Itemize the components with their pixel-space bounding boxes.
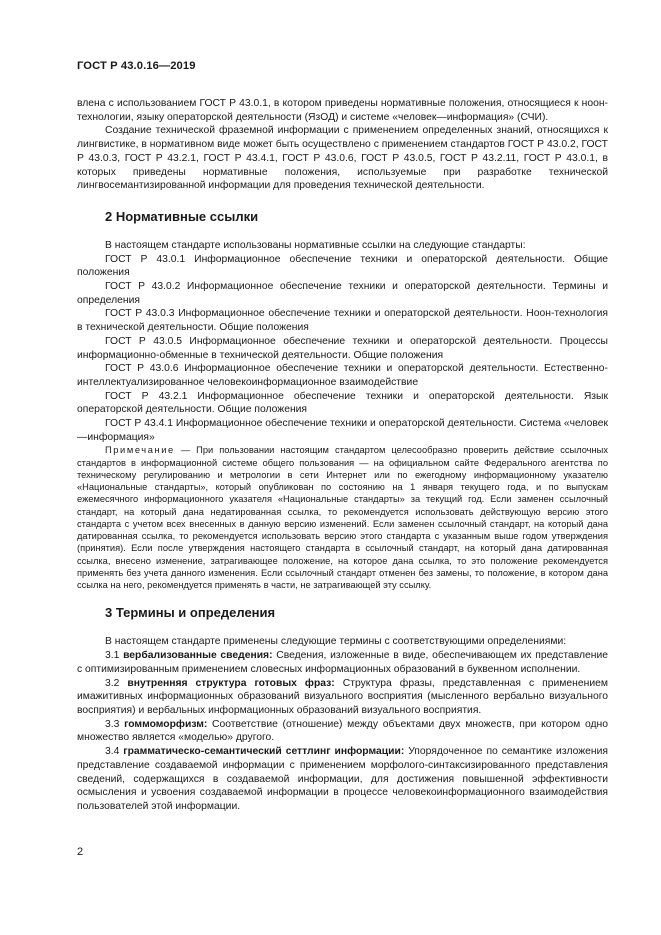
section-2-heading: 2 Нормативные ссылки <box>105 208 259 224</box>
term-text: Структура фразы, представленная с применением имажитивных информационных образований визуального восприятия (мысленного вербально визуального восприятия) и вербальных информационных образований визуального восприятия. <box>77 677 608 716</box>
term-definition <box>77 718 608 745</box>
document-body <box>77 97 608 814</box>
section-2-lead: В настоящем стандарте использованы нормативные ссылки на следующие стандарты: <box>105 239 526 251</box>
page-number: 2 <box>77 846 84 858</box>
normative-reference: ГОСТ Р 43.0.6 Информационное обеспечение техники и операторской деятельности. Естественно-интеллектуализированное человекоинформационное взаимодействие <box>77 363 608 388</box>
section-3-heading: 3 Термины и определения <box>105 605 276 621</box>
normative-reference: ГОСТ Р 43.4.1 Информационное обеспечение техники и операторской деятельности. Система «человек—информация» <box>77 418 608 443</box>
term-number: 3.3 <box>105 718 125 730</box>
note-text: — При пользовании настоящим стандартом целесообразно проверить действие ссылочных стандартов в информационной системе общего пользования — на официальном сайте Федерального агентства по техническому регулированию и метрологии в сети Интернет или по ежегодному информационному указателю «Национальные стандарты», который опубликован по состоянию на 1 января текущего года, и по выпускам ежемесячного информационного указателя «Национальные стандарты» за текущий год. Если заменен ссылочный стандарт, на который дана недатированная ссылка, то рекомендуется использовать действующую версию этого стандарта с учетом всех внесенных в данную версию изменений. Если заменен ссылочный стандарт, на который дана датированная ссылка, то рекомендуется использовать версию этого стандарта с указанным выше годом утверждения (принятия). Если после утверждения настоящего стандарта в ссылочный стандарт, на который дана датированная ссылка, внесено изменение, затрагивающее положение, на которое дана ссылка, то это положение рекомендуется применять без учета данного изменения. Если ссылочный стандарт отменен без замены, то положение, в котором дана ссылка на него, рекомендуется применять в части, не затрагивающей эту ссылку. <box>77 445 608 591</box>
intro-paragraph-2: Создание технической фраземной информации с применением определенных знаний, относящихся к лингвистике, в нормативном виде может быть осуществлено с применением стандартов ГОСТ Р 43.0.2, ГОСТ Р 43.0.3, ГОСТ Р 43.2.1, ГОСТ Р 43.4.1, ГОСТ Р 43.0.6, ГОСТ Р 43.0.5, ГОСТ Р 43.2.11, ГОСТ Р 43.0.1, в которых приведены нормативные положения, используемые при разработке технической лингвосемантизированной информации для проведения технической деятельности. <box>77 125 608 192</box>
normative-reference: ГОСТ Р 43.0.1 Информационное обеспечение техники и операторской деятельности. Общие положения <box>77 253 608 279</box>
document-header: ГОСТ Р 43.0.16—2019 <box>77 60 196 72</box>
term-name: вербализованные сведения: <box>123 650 273 662</box>
term-number: 3.4 <box>105 746 124 758</box>
section-3-lead: В настоящем стандарте применены следующие термины с соответствующими определениями: <box>105 636 567 648</box>
note-paragraph <box>77 444 608 591</box>
normative-reference: ГОСТ Р 43.0.5 Информационное обеспечение техники и операторской деятельности. Процессы информационно-обменные в технической деятельности. Общие положения <box>77 335 608 361</box>
normative-reference: ГОСТ Р 43.0.2 Информационное обеспечение техники и операторской деятельности. Термины и определения <box>77 281 608 306</box>
term-name: гоммоморфизм: <box>124 718 208 730</box>
term-number: 3.1 <box>105 650 124 662</box>
intro-paragraph-1: влена с использованием ГОСТ Р 43.0.1, в котором приведены нормативные положения, относящиеся к ноон-технологии, языку операторской деятельности (ЯзОД) и системе «человек—информация» (СЧИ). <box>77 98 608 123</box>
normative-reference: ГОСТ Р 43.0.3 Информационное обеспечение техники и операторской деятельности. Ноон-технология в технической деятельности. Общие положения <box>77 308 608 334</box>
term-text: Сведения, изложенные в виде, обеспечивающем их представление с оптимизированным применением словесных информационных образований в буквенном исполнении. <box>77 650 608 675</box>
note-label: Примечание <box>105 445 175 456</box>
term-definition <box>77 677 608 718</box>
term-text: Соответствие (отношение) между объектами двух множеств, при котором одно множество является «моделью» другого. <box>77 718 608 744</box>
term-definition <box>77 649 608 676</box>
normative-reference: ГОСТ Р 43.2.1 Информационное обеспечение техники и операторской деятельности. Язык операторской деятельности. Общие положения <box>77 390 608 416</box>
term-definition <box>77 745 608 814</box>
term-name: грамматическо-семантический сеттлинг информации: <box>123 746 405 758</box>
term-name: внутренняя структура готовых фраз: <box>127 677 335 689</box>
term-text: Упорядоченное по семантике изложения представление создаваемой информации с применением морфолого-синтаксизированного представления сведений, содержащихся в создаваемой информации, для достижения повышенной эффективности осмысления и усвоения создаваемой информации в процессе человекоинформационного взаимодействия пользователей этой информации. <box>77 746 608 812</box>
term-number: 3.2 <box>105 677 128 689</box>
